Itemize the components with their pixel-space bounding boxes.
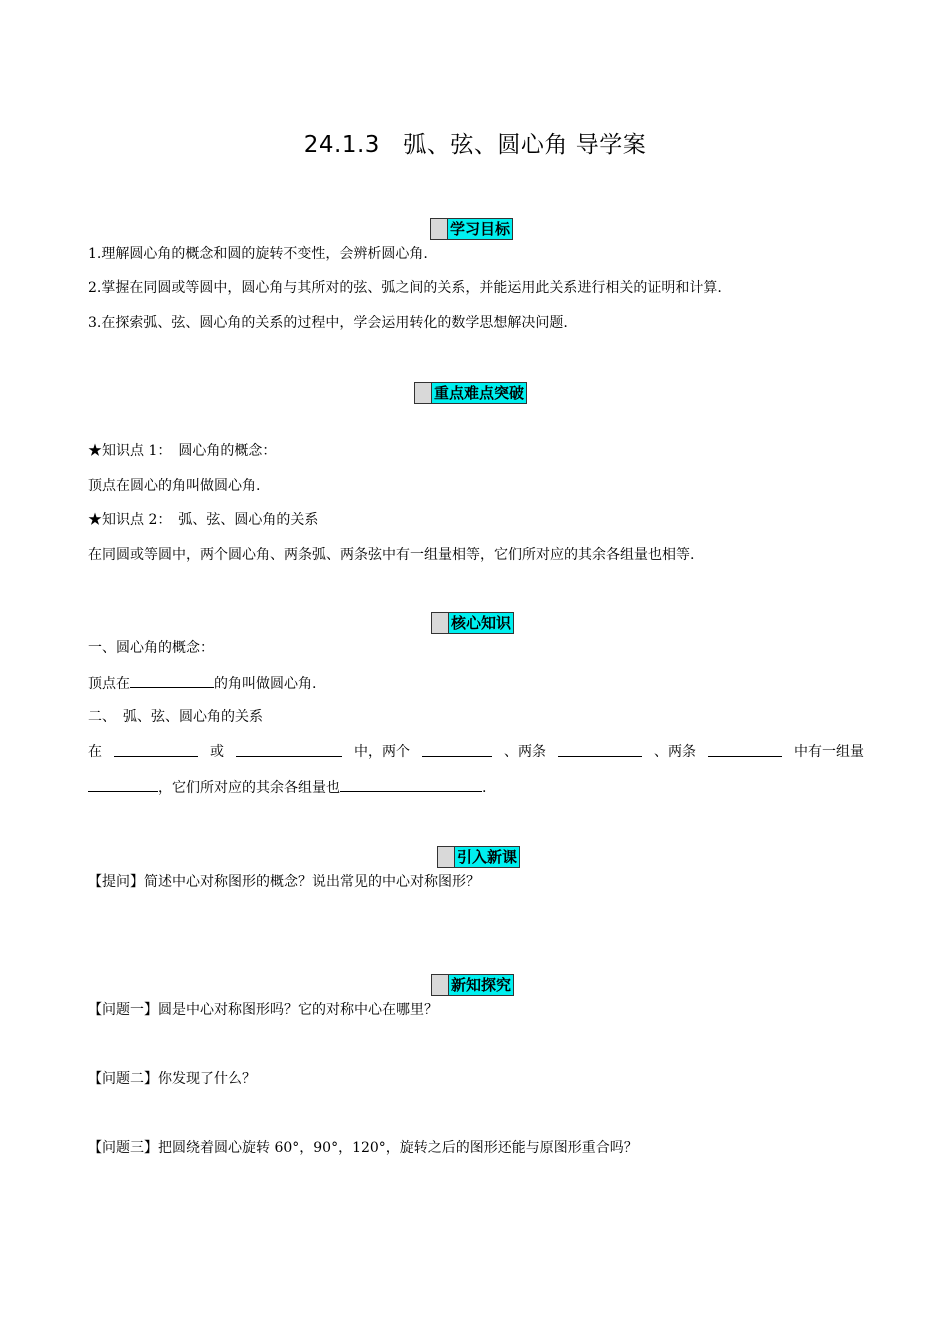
knowledge-point-1-text: 顶点在圆心的角叫做圆心角. xyxy=(88,478,261,494)
core-heading-2: 二、 弧、弦、圆心角的关系 xyxy=(88,709,263,725)
page-title: 24.1.3 弧、弦、圆心角 导学案 xyxy=(303,132,647,158)
core-line-1: 顶点在 的角叫做圆心角. xyxy=(88,673,316,694)
fill-blank[interactable] xyxy=(340,777,482,792)
fill-blank[interactable] xyxy=(558,742,642,757)
section-label: 学习目标 xyxy=(450,220,511,238)
objective-1: 1.理解圆心角的概念和圆的旋转不变性，会辨析圆心角. xyxy=(88,246,428,262)
core-line-3: ，它们所对应的其余各组量也 . xyxy=(88,777,486,798)
fill-blank[interactable] xyxy=(708,742,782,757)
core-line-2: 在 或 中，两个 、两条 、两条 中有一组量 xyxy=(88,744,864,760)
fill-blank[interactable] xyxy=(114,742,198,757)
section-header-core xyxy=(431,612,514,634)
section-label: 引入新课 xyxy=(457,848,518,866)
section-label: 新知探究 xyxy=(451,976,512,994)
fill-blank[interactable] xyxy=(422,742,492,757)
intro-question: 【提问】简述中心对称图形的概念？说出常见的中心对称图形？ xyxy=(88,874,480,890)
section-label: 重点难点突破 xyxy=(434,384,525,402)
fill-blank[interactable] xyxy=(88,777,158,792)
knowledge-point-2-text: 在同圆或等圆中，两个圆心角、两条弧、两条弦中有一组量相等，它们所对应的其余各组量也相等. xyxy=(88,547,695,563)
section-header-objectives xyxy=(430,218,513,240)
question-2: 【问题二】你发现了什么？ xyxy=(88,1071,256,1087)
question-3: 【问题三】把圆绕着圆心旋转 60°，90°，120°，旋转之后的图形还能与原图形重合吗？ xyxy=(88,1140,638,1156)
fill-blank[interactable] xyxy=(236,742,342,757)
fill-blank[interactable] xyxy=(130,673,214,688)
objective-2: 2.掌握在同圆或等圆中，圆心角与其所对的弦、弧之间的关系，并能运用此关系进行相关的证明和计算. xyxy=(88,280,722,296)
knowledge-point-2-title: ★知识点 2： 弧、弦、圆心角的关系 xyxy=(88,512,319,528)
section-label: 核心知识 xyxy=(451,614,512,632)
core-heading-1: 一、圆心角的概念： xyxy=(88,640,214,656)
section-header-key-points xyxy=(414,382,527,404)
knowledge-point-1-title: ★知识点 1： 圆心角的概念： xyxy=(88,443,277,459)
question-1: 【问题一】圆是中心对称图形吗？它的对称中心在哪里？ xyxy=(88,1002,438,1018)
section-header-explore xyxy=(431,974,514,996)
section-header-intro xyxy=(437,846,520,868)
objective-3: 3.在探索弧、弦、圆心角的关系的过程中，学会运用转化的数学思想解决问题. xyxy=(88,315,568,331)
